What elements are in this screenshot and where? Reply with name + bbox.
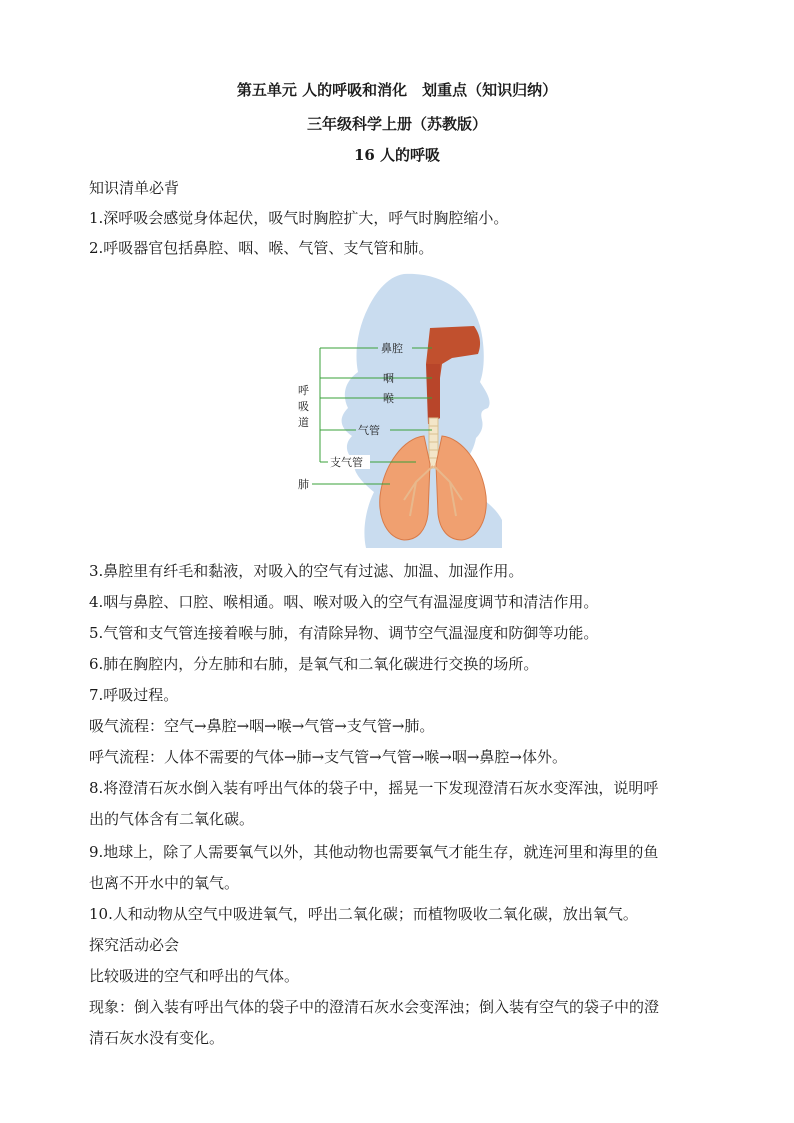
activity-observation-line1: 现象：倒入装有呼出气体的袋子中的澄清石灰水会变浑浊；倒入装有空气的袋子中的澄: [89, 998, 660, 1016]
knowledge-item-8-line2: 出的气体含有二氧化碳。: [89, 810, 255, 828]
label-trachea: 气管: [358, 424, 380, 437]
label-respiratory-tract-1: 呼: [298, 384, 309, 397]
knowledge-item-9-line1: 9.地球上，除了人需要氧气以外，其他动物也需要氧气才能生存，就连河里和海里的鱼: [89, 843, 659, 861]
knowledge-item-1: 1.深呼吸会感觉身体起伏，吸气时胸腔扩大，呼气时胸腔缩小。: [89, 209, 509, 227]
knowledge-item-9-line2: 也离不开水中的氧气。: [89, 874, 240, 892]
knowledge-item-10: 10.人和动物从空气中吸进氧气，呼出二氧化碳；而植物吸收二氧化碳，放出氧气。: [89, 905, 638, 923]
section-heading-activity: 探究活动必会: [89, 936, 180, 954]
pharynx-shape: [426, 364, 440, 424]
label-bronchi: 支气管: [330, 456, 363, 469]
knowledge-item-5: 5.气管和支气管连接着喉与肺，有清除异物、调节空气温湿度和防御等功能。: [89, 624, 599, 642]
right-lung-shape: [436, 436, 486, 540]
page-title: 第五单元 人的呼吸和消化 划重点（知识归纳）: [236, 81, 558, 99]
respiratory-system-diagram: [292, 268, 512, 548]
activity-observation-line2: 清石灰水没有变化。: [89, 1029, 225, 1047]
knowledge-item-6: 6.肺在胸腔内，分左肺和右肺，是氧气和二氧化碳进行交换的场所。: [89, 655, 539, 673]
label-pharynx: 咽: [383, 372, 394, 385]
activity-name: 比较吸进的空气和呼出的气体。: [89, 967, 300, 985]
section-heading-knowledge: 知识清单必背: [89, 179, 180, 197]
knowledge-item-3: 3.鼻腔里有纤毛和黏液，对吸入的空气有过滤、加温、加湿作用。: [89, 562, 524, 580]
lesson-title: 16 人的呼吸: [353, 146, 441, 164]
label-respiratory-tract-3: 道: [298, 416, 309, 429]
label-lung: 肺: [298, 478, 309, 491]
exhale-process: 呼气流程：人体不需要的气体→肺→支气管→气管→喉→咽→鼻腔→体外。: [89, 748, 567, 766]
knowledge-item-2: 2.呼吸器官包括鼻腔、咽、喉、气管、支气管和肺。: [89, 239, 434, 257]
knowledge-item-4: 4.咽与鼻腔、口腔、喉相通。咽、喉对吸入的空气有温湿度调节和清洁作用。: [89, 593, 599, 611]
label-respiratory-tract-2: 吸: [298, 400, 309, 413]
knowledge-item-8-line1: 8.将澄清石灰水倒入装有呼出气体的袋子中，摇晃一下发现澄清石灰水变浑浊，说明呼: [89, 779, 659, 797]
label-larynx: 喉: [383, 392, 394, 405]
page-subtitle: 三年级科学上册（苏教版）: [306, 115, 487, 133]
label-nasal-cavity: 鼻腔: [381, 342, 403, 355]
inhale-process: 吸气流程：空气→鼻腔→咽→喉→气管→支气管→肺。: [89, 717, 435, 735]
knowledge-item-7: 7.呼吸过程。: [89, 686, 179, 704]
